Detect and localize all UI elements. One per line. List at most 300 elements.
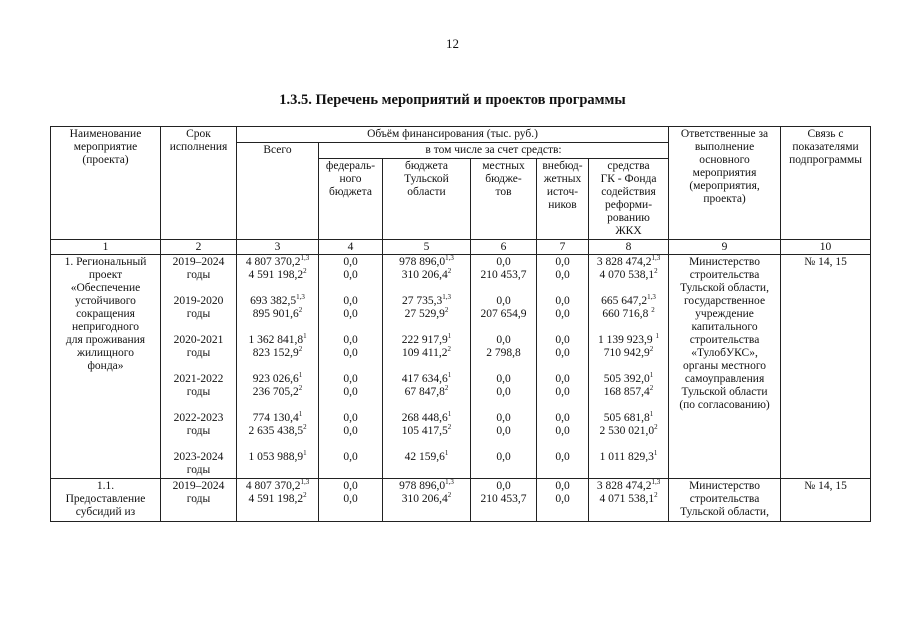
footnote-mark: 1 [444,449,449,458]
row2-total [237,479,319,522]
column-number: 1 [51,240,161,255]
text-line: проекта) [703,193,746,205]
value-line: 0,0 [555,256,570,268]
footnote-mark: 1 [655,332,660,341]
column-number: 7 [537,240,589,255]
value-line [239,425,316,438]
value-line: 0,0 [496,386,511,398]
footnote-mark: 2 [447,267,452,276]
column-number: 5 [383,240,471,255]
footnote-mark: 1,3 [442,293,451,302]
measures-table [50,126,871,522]
footnote-mark: 2 [649,345,654,354]
footnote-mark: 1 [649,371,654,380]
column-number: 9 [669,240,781,255]
text-line: источ- [546,186,579,198]
header-link [781,127,871,240]
value-line: 0,0 [343,295,358,307]
value: 27 529,9 [404,308,445,320]
text-line: «Обеспечение [70,282,141,294]
footnote-mark: 1 [298,410,303,419]
value-line: 0,0 [343,308,358,320]
period-gap [163,321,234,334]
text-line: органы местного [683,360,767,372]
value-line: 0,0 [555,334,570,346]
value-line: годы [186,425,211,437]
value-line: 0,0 [343,412,358,424]
footnote-mark: 1,3 [300,254,310,263]
footnote-mark: 2 [654,491,658,500]
row2-regional [383,479,471,522]
text-line: ников [548,199,577,211]
value-line: 2019–2024 [172,256,225,268]
text-line: средства [607,160,650,172]
text-line: выполнение [694,141,755,153]
period-gap [321,321,380,334]
text-line: бюдже- [485,173,522,185]
text-line: мероприятие [73,141,138,153]
value: 2 635 438,5 [248,425,304,437]
row1-federal [319,255,383,479]
value-line: 2 798,8 [486,347,521,359]
text-line: строительства [689,334,760,346]
value: 236 705,2 [252,386,299,398]
value-line: годы [186,308,211,320]
blank-line [539,464,586,477]
text-line: проект [88,269,123,281]
text-line: капитального [691,321,758,333]
value: 222 917,9 [401,334,448,346]
value-line: 0,0 [343,334,358,346]
footnote-mark: 2 [654,423,658,432]
header-total: Всего [237,143,319,240]
row2-offbudget [537,479,589,522]
text-line: Тульской [404,173,449,185]
footnote-mark: 2 [651,306,655,315]
footnote-mark: 2 [649,384,654,393]
value-line: 0,0 [555,308,570,320]
period-gap [473,282,534,295]
value-line [385,451,468,464]
value: 1 139 923,9 [598,334,656,346]
value-line: 0,0 [496,334,511,346]
value-line [385,308,468,321]
text-line: 0,0 [555,480,570,492]
text-line: Тульской области [681,386,768,398]
value: 4 807 370,2 [245,480,301,492]
text-line: строительства [689,269,760,281]
value: 505 681,8 [603,412,650,424]
text-line: Ответственные за [680,128,769,140]
text-line: самоуправления [684,373,765,385]
period-gap [539,360,586,373]
row2-term [161,479,237,522]
value-line: 0,0 [343,373,358,385]
period-gap [321,282,380,295]
row2-fund [589,479,669,522]
text-line: 1. Региональный [64,256,147,268]
text-line: Министерство [689,256,760,268]
value-line [385,269,468,282]
header-funding: Объём финансирования (тыс. руб.) [237,127,669,143]
text-line: Наименование [69,128,142,140]
period-gap [591,399,666,412]
header-including: в том числе за счет средств: [319,143,669,159]
footnote-mark: 1 [447,332,452,341]
text-line: бюджета [405,160,448,172]
value-line [239,373,316,386]
value-line: 0,0 [343,451,358,463]
value-line [385,334,468,347]
text-line: жилищного [77,347,134,359]
blank-line [385,464,468,477]
value-line: 2022-2023 [173,412,224,424]
text-line: годы [186,493,211,505]
value: 710 942,9 [603,347,650,359]
text-line: исполнения [169,141,228,153]
value: 109 411,2 [401,347,448,359]
value-line: 0,0 [555,451,570,463]
value-line: 0,0 [496,451,511,463]
text-line: Срок [186,128,211,140]
value-line: 0,0 [343,256,358,268]
value: 268 448,6 [401,412,448,424]
value: 978 896,0 [399,480,446,492]
value-line [591,451,666,464]
period-gap [385,282,468,295]
value-line: 0,0 [343,269,358,281]
value-line [591,386,666,399]
footnote-mark: 1 [303,449,307,458]
text-line: 0,0 [343,480,358,492]
row2-name [51,479,161,522]
text-line: 0,0 [343,493,358,505]
value-line: 0,0 [555,269,570,281]
text-line: Министерство [689,480,760,492]
row1-fund [589,255,669,479]
value-line: 2023-2024 [173,451,224,463]
value-line: 0,0 [343,425,358,437]
text-line: 2019–2024 [172,480,225,492]
text-line: внебюд- [542,160,583,172]
value-line [385,386,468,399]
section-title: 1.3.5. Перечень мероприятий и проектов программы [279,92,626,108]
value: 1 053 988,9 [248,451,304,463]
text-line: 0,0 [496,480,511,492]
value-line: 0,0 [496,256,511,268]
table-row [51,479,871,522]
value-line [239,493,316,506]
text-line: содействия [601,186,656,198]
period-gap [473,360,534,373]
value-line: 2021-2022 [173,373,224,385]
table-row [51,255,871,479]
value: 4 591 198,2 [248,269,304,281]
text-line: рованию [607,212,650,224]
value-line [385,425,468,438]
footnote-mark: 1 [447,371,452,380]
value-line [385,493,468,506]
text-line: сокращения [76,308,135,320]
footnote-mark: 1,3 [651,478,661,487]
footnote-mark: 2 [447,491,452,500]
header-local [471,159,537,240]
footnote-mark: 2 [654,267,658,276]
page-number: 12 [446,36,459,51]
footnote-mark: 2 [447,423,452,432]
footnote-mark: 2 [444,384,449,393]
column-number: 3 [237,240,319,255]
value-line: 0,0 [555,425,570,437]
value-line [385,256,468,269]
text-line: строительства [689,493,760,505]
value-line [385,347,468,360]
text-line: (по согласованию) [679,399,770,411]
footnote-mark: 1,3 [296,293,305,302]
period-gap [321,360,380,373]
value-line [239,334,316,347]
value-line [239,308,316,321]
footnote-mark: 2 [298,384,303,393]
text-line: показателями [792,141,859,153]
header-fund [589,159,669,240]
text-line: 1.1. [96,480,115,492]
value: 42 159,6 [404,451,445,463]
period-gap [239,360,316,373]
footnote-mark: 2 [447,345,452,354]
value-line: 2019-2020 [173,295,224,307]
value-line: годы [186,464,211,476]
footnote-mark: 1 [447,410,452,419]
period-gap [539,438,586,451]
text-line: 0,0 [555,493,570,505]
value-line [591,347,666,360]
footnote-mark: 2 [303,423,307,432]
value: 895 901,6 [252,308,299,320]
row2-responsible [669,479,781,522]
value-line [591,269,666,282]
value-line [239,269,316,282]
value: 168 857,4 [603,386,650,398]
value: 4 807 370,2 [245,256,301,268]
value-line: годы [186,269,211,281]
value-line [385,480,468,493]
value: 774 130,4 [252,412,299,424]
value-line: 0,0 [496,412,511,424]
text-line: Предоставление [65,493,146,505]
value: 310 206,4 [401,493,448,505]
header-regional [383,159,471,240]
column-number: 4 [319,240,383,255]
value: 67 847,8 [404,386,445,398]
period-gap [385,438,468,451]
footnote-mark: 2 [303,267,307,276]
text-line: (проекта) [82,154,129,166]
text-line: (мероприятия, [689,180,760,192]
footnote-mark: 1 [653,449,658,458]
period-gap [539,321,586,334]
text-line: Тульской области, [680,282,769,294]
value: 4 071 538,1 [599,493,655,505]
value-line: 0,0 [555,373,570,385]
value-line [385,295,468,308]
text-line: подпрограммы [789,154,862,166]
footnote-mark: 1,3 [300,478,310,487]
period-gap [385,360,468,373]
value-line: 0,0 [555,386,570,398]
text-line: субсидий из [75,506,136,518]
period-gap [473,438,534,451]
row1-responsible [669,255,781,479]
row1-name [51,255,161,479]
text-line: 210 453,7 [480,493,527,505]
value: 3 828 474,2 [596,480,652,492]
value: 417 634,6 [401,373,448,385]
text-line: Связь с [807,128,844,140]
text-line: ЖКХ [615,225,642,237]
value-line: годы [186,386,211,398]
value: 923 026,6 [252,373,299,385]
period-gap [473,399,534,412]
period-gap [321,438,380,451]
value-line [591,493,666,506]
column-number: 2 [161,240,237,255]
blank-line [321,464,380,477]
blank-line [239,464,316,477]
value-line [591,334,666,347]
header-offbudget [537,159,589,240]
period-gap [473,321,534,334]
column-number: 6 [471,240,537,255]
value-line: 0,0 [555,412,570,424]
value-line: 2020-2021 [173,334,224,346]
period-gap [385,399,468,412]
period-gap [163,360,234,373]
period-gap [163,438,234,451]
text-line: учреждение [695,308,754,320]
value: 823 152,9 [252,347,299,359]
footnote-mark: 2 [298,345,303,354]
row1-offbudget [537,255,589,479]
value-line [385,373,468,386]
value-line: 207 654,9 [480,308,527,320]
footnote-mark: 1,3 [651,254,661,263]
text-line: федераль- [325,160,376,172]
footnote-mark: 1 [298,371,303,380]
value: 27 735,3 [402,295,443,307]
period-gap [163,282,234,295]
value-line: 0,0 [496,425,511,437]
value: 4 070 538,1 [599,269,655,281]
footnote-mark: 1,3 [647,293,656,302]
period-gap [539,399,586,412]
value-line: 0,0 [555,347,570,359]
value-line: 210 453,7 [480,269,527,281]
row1-link: № 14, 15 [781,255,871,479]
text-line: для проживания [65,334,146,346]
footnote-mark: 1 [649,410,654,419]
period-gap [591,360,666,373]
header-federal [319,159,383,240]
row1-term [161,255,237,479]
text-line: области [407,186,446,198]
text-line: непригодного [71,321,140,333]
text-line: местных [482,160,525,172]
blank-line [591,464,666,477]
footnote-mark: 2 [303,491,307,500]
value-line: 0,0 [496,373,511,385]
value: 660 716,8 [602,308,652,320]
text-line: ГК - Фонда [600,173,657,185]
value-line [239,295,316,308]
period-gap [321,399,380,412]
period-gap [163,399,234,412]
row2-local [471,479,537,522]
row1-regional [383,255,471,479]
value-line: 0,0 [343,386,358,398]
text-line: Тульской области, [680,506,769,518]
text-line: бюджета [329,186,372,198]
period-gap [239,399,316,412]
value: 4 591 198,2 [248,493,304,505]
value: 1 011 829,3 [599,451,654,463]
text-line: жетных [543,173,582,185]
text-line: ного [339,173,362,185]
value-line [239,451,316,464]
value: 693 382,5 [250,295,297,307]
row1-local [471,255,537,479]
footnote-mark: 1,3 [445,254,454,263]
period-gap [385,321,468,334]
text-line: государственное [684,295,766,307]
value-line [239,347,316,360]
value-line [385,412,468,425]
value-line: 0,0 [496,295,511,307]
text-line: «ТулобУКС», [691,347,758,359]
value-line: 0,0 [555,295,570,307]
value: 3 828 474,2 [596,256,652,268]
value: 665 647,2 [601,295,648,307]
footnote-mark: 1,3 [445,478,454,487]
footnote-mark: 2 [298,306,303,315]
text-line: основного [699,154,750,166]
value: 505 392,0 [603,373,650,385]
header-name [51,127,161,240]
text-line: реформи- [604,199,653,211]
column-numbers-row [51,240,871,255]
footnote-mark: 2 [444,306,449,315]
value-line [239,386,316,399]
text-line: фонда» [87,360,124,372]
value-line [591,373,666,386]
header-term [161,127,237,240]
text-line: тов [495,186,512,198]
text-line: устойчивого [75,295,136,307]
footnote-mark: 1 [303,332,307,341]
column-number: 10 [781,240,871,255]
value-line: 0,0 [343,347,358,359]
value-line: годы [186,347,211,359]
value: 1 362 841,8 [248,334,304,346]
blank-line [473,464,534,477]
value-line [591,425,666,438]
value: 2 530 021,0 [599,425,655,437]
row2-link: № 14, 15 [781,479,871,522]
value: 105 417,5 [401,425,448,437]
value: 978 896,0 [399,256,446,268]
row2-federal [319,479,383,522]
value-line [591,308,666,321]
